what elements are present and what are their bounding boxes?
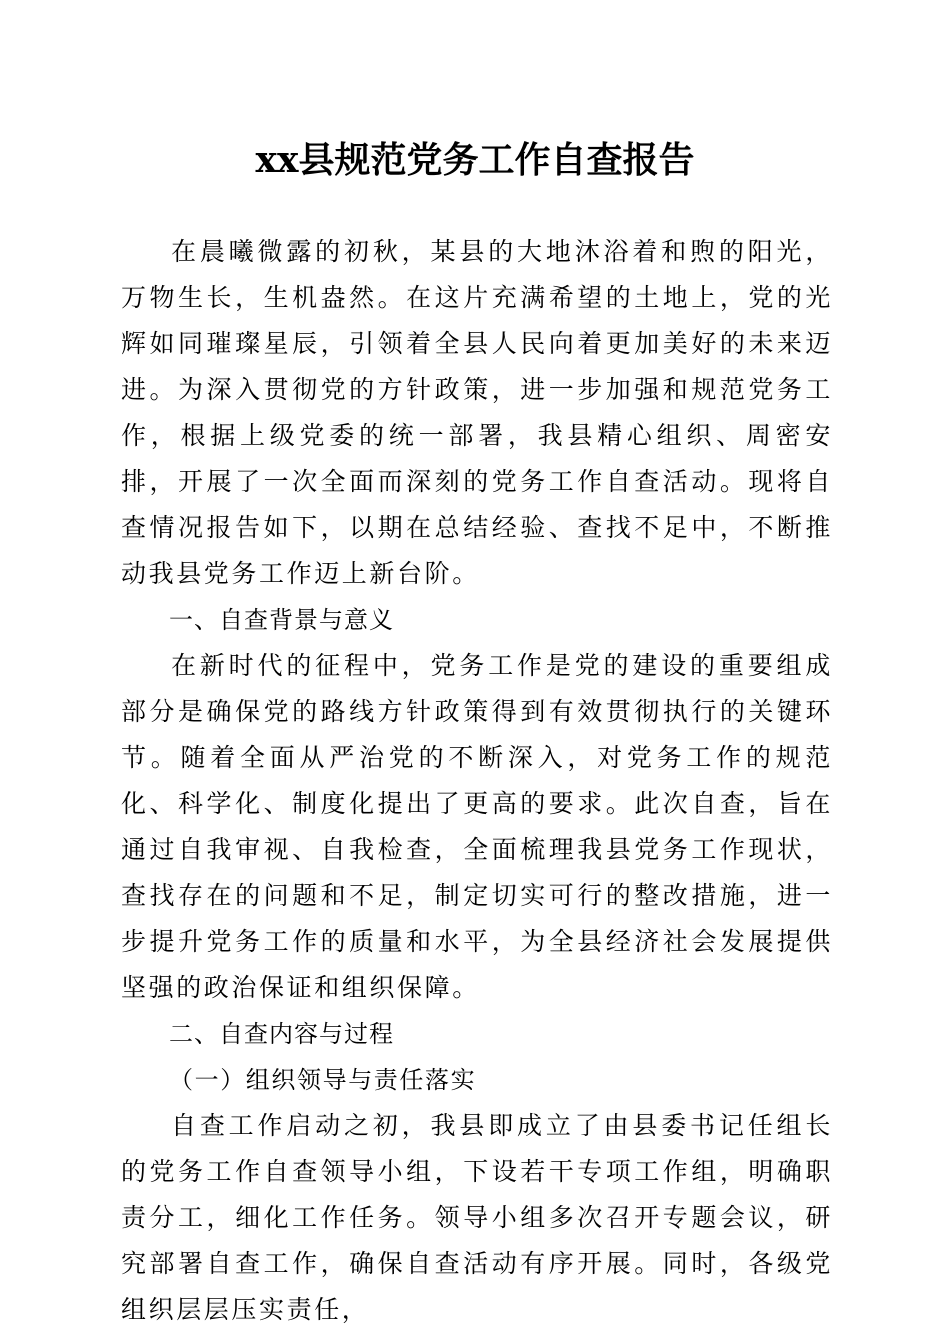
- subsection-2-1-paragraph: 自查工作启动之初，我县即成立了由县委书记任组长的党务工作自查领导小组，下设若干专项工作组，明确职责分工，细化工作任务。领导小组多次召开专题会议，研究部署自查工作，确保自查活动有序开展。同时，各级党组织层层压实责任，: [121, 1111, 833, 1324]
- document-body: [121, 229, 833, 1333]
- intro-paragraph: 在晨曦微露的初秋，某县的大地沐浴着和煦的阳光，万物生长，生机盎然。在这片充满希望的土地上，党的光辉如同璀璨星辰，引领着全县人民向着更加美好的未来迈进。为深入贯彻党的方针政策，进一步加强和规范党务工作，根据上级党委的统一部署，我县精心组织、周密安排，开展了一次全面而深刻的党务工作自查活动。现将自查情况报告如下，以期在总结经验、查找不足中，不断推动我县党务工作迈上新台阶。: [121, 237, 833, 588]
- subsection-2-1-heading: （一）组织领导与责任落实: [169, 1066, 477, 1094]
- section-1-heading: 一、自查背景与意义: [169, 606, 394, 634]
- section-1-paragraph: 在新时代的征程中，党务工作是党的建设的重要组成部分是确保党的路线方针政策得到有效贯彻执行的关键环节。随着全面从严治党的不断深入，对党务工作的规范化、科学化、制度化提出了更高的要求。此次自查，旨在通过自我审视、自我检查，全面梳理我县党务工作现状，查找存在的问题和不足，制定切实可行的整改措施，进一步提升党务工作的质量和水平，为全县经济社会发展提供坚强的政治保证和组织保障。: [121, 651, 833, 1002]
- document-title: xx县规范党务工作自查报告: [255, 139, 695, 181]
- section-2-heading: 二、自查内容与过程: [169, 1020, 394, 1048]
